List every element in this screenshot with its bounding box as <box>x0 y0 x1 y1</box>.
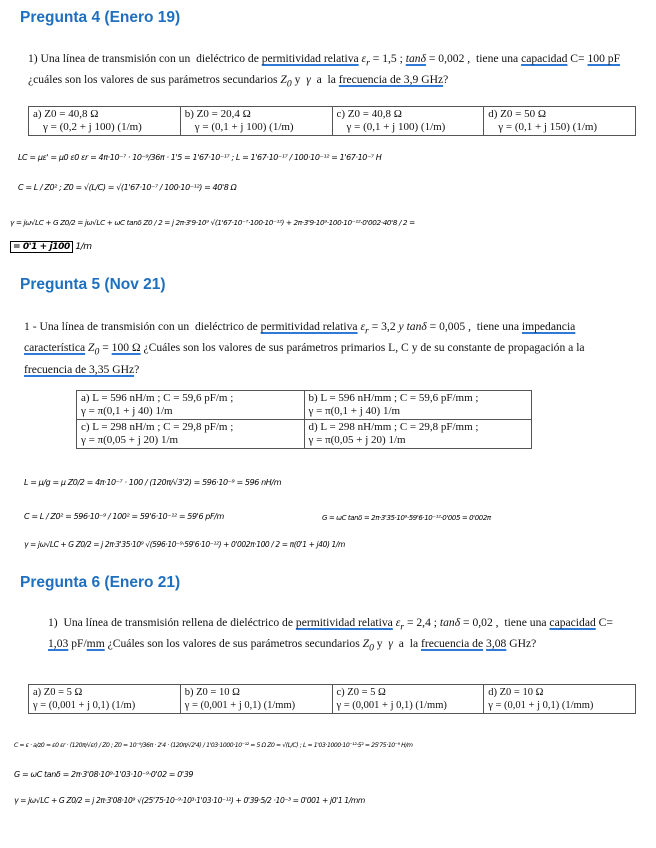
handwritten-work-line: γ = jω√LC + G Z0/2 = j 2π·3'08·10⁹ √(25'75·10⁻⁹·10³·1'03·10⁻¹²) + 0'39·5/2 ·10⁻³ = 0'001 + j0'1 1/mm <box>14 796 365 805</box>
handwritten-work-line: C = L / Z0² = 596·10⁻⁹ / 100² = 59'6·10⁻¹² = 59'6 pF/m <box>24 512 224 521</box>
handwritten-work-line: C = L / Z0² ; Z0 = √(L/C) = √(1'67·10⁻⁷ / 100·10⁻¹²) = 40'8 Ω <box>18 183 237 192</box>
pregunta-5-title: Pregunta 5 (Nov 21) <box>20 276 166 293</box>
option-d[interactable]: d) Z0 = 10 Ω γ = (0,01 + j 0,1) (1/mm) <box>484 685 636 714</box>
option-a[interactable]: a) L = 596 nH/m ; C = 59,6 pF/m ; γ = π(0,1 + j 40) 1/m <box>77 391 305 420</box>
pregunta-6-options-table <box>28 684 636 714</box>
handwritten-work-line: L = μ/g = μ Z0/2 = 4π·10⁻⁷ · 100 / (120π/√3'2) = 596·10⁻⁹ = 596 nH/m <box>24 478 282 487</box>
handwritten-work-line: C = ε · a/z0 = ε0 εr · (120π/√εr) / Z0 ; Z0 = 10⁻⁹/36π · 2'4 · (120π/√2'4) / 1'03·1000·10⁻¹² = 5 Ω Z0 = √(L/C) ; L = 1'03·1000·10⁻¹²·5² = 25'75·10⁻⁹ H/m <box>14 742 413 749</box>
option-b[interactable]: b) L = 596 nH/mm ; C = 59,6 pF/mm ; γ = π(0,1 + j 40) 1/m <box>304 391 532 420</box>
pregunta-4-title: Pregunta 4 (Enero 19) <box>20 9 181 26</box>
option-d[interactable]: d) L = 298 nH/mm ; C = 29,8 pF/mm ; γ = π(0,05 + j 20) 1/m <box>304 420 532 449</box>
option-a[interactable]: a) Z0 = 5 Ω γ = (0,001 + j 0,1) (1/m) <box>29 685 181 714</box>
pregunta-4-options-table <box>28 106 636 136</box>
option-a[interactable]: a) Z0 = 40,8 Ω γ = (0,2 + j 100) (1/m) <box>29 107 181 136</box>
option-b[interactable]: b) Z0 = 20,4 Ω γ = (0,1 + j 100) (1/m) <box>180 107 332 136</box>
handwritten-result: = 0'1 + j100 1/m <box>10 242 92 252</box>
handwritten-work-line: γ = jω√LC + G Z0/2 = jω√LC + ωC tanδ Z0 / 2 = j 2π·3'9·10⁹ √(1'67·10⁻⁷·100·10⁻¹²) + 2π·3'9·10⁹·100·10⁻¹²·0'002·40'8 / 2 = <box>10 218 415 227</box>
handwritten-work-line: G = ωC tanδ = 2π·3'08·10⁹·1'03·10⁻⁹·0'02 = 0'39 <box>14 770 194 779</box>
option-c[interactable]: c) Z0 = 40,8 Ω γ = (0,1 + j 100) (1/m) <box>332 107 484 136</box>
handwritten-work-line: γ = jω√LC + G Z0/2 = j 2π·3'35·10⁹ √(596·10⁻⁹·59'6·10⁻¹²) + 0'002π·100 / 2 = π(0'1 + j40) 1/m <box>24 540 345 549</box>
option-d[interactable]: d) Z0 = 50 Ω γ = (0,1 + j 150) (1/m) <box>484 107 636 136</box>
option-c[interactable]: c) Z0 = 5 Ω γ = (0,001 + j 0,1) (1/mm) <box>332 685 484 714</box>
pregunta-4-statement: 1) Una línea de transmisión con un dieléctrico de permitividad relativa $\varepsilon_r = 1,5$ ; tanδ = 0,002 , tiene una capacidad C= 100 pF ¿cuáles son los valores de sus parámetros secundarios $Z_0$ y γ a la frecuencia de 3,9 GHz? <box>28 52 623 90</box>
pregunta-6-title: Pregunta 6 (Enero 21) <box>20 574 181 591</box>
option-b[interactable]: b) Z0 = 10 Ω γ = (0,001 + j 0,1) (1/mm) <box>180 685 332 714</box>
handwritten-work-line: G = ωC tanδ = 2π·3'35·10⁹·59'6·10⁻¹²·0'005 = 0'002π <box>322 514 491 522</box>
pregunta-6-statement: 1) Una línea de transmisión rellena de dieléctrico de permitividad relativa $\varepsilon_r = 2,4$ ; tanδ = 0,02 , tiene una capacidad C= 1,03 pF/mm ¿Cuáles son los valores de sus parámetros secundarios $Z_0$ y γ a la frecuencia de 3,08 GHz? <box>48 616 613 654</box>
option-c[interactable]: c) L = 298 nH/m ; C = 29,8 pF/m ; γ = π(0,05 + j 20) 1/m <box>77 420 305 449</box>
pregunta-5-options-table <box>76 390 532 449</box>
pregunta-5-statement: 1 - Una línea de transmisión con un dieléctrico de permitividad relativa $\varepsilon_r = 3,2$ y tanδ = 0,005 , tiene una impedancia característica $Z_0 = 100$ Ω ¿Cuáles son los valores de sus parámetros primarios L, C y de su constante de propagación a la frecuencia de 3,35 GHz? <box>24 320 585 376</box>
handwritten-work-line: LC = με' = μ0 ε0 εr = 4π·10⁻⁷ · 10⁻⁹/36π · 1'5 = 1'67·10⁻¹⁷ ; L = 1'67·10⁻¹⁷ / 100·10⁻¹² = 1'67·10⁻⁷ H <box>18 153 382 162</box>
